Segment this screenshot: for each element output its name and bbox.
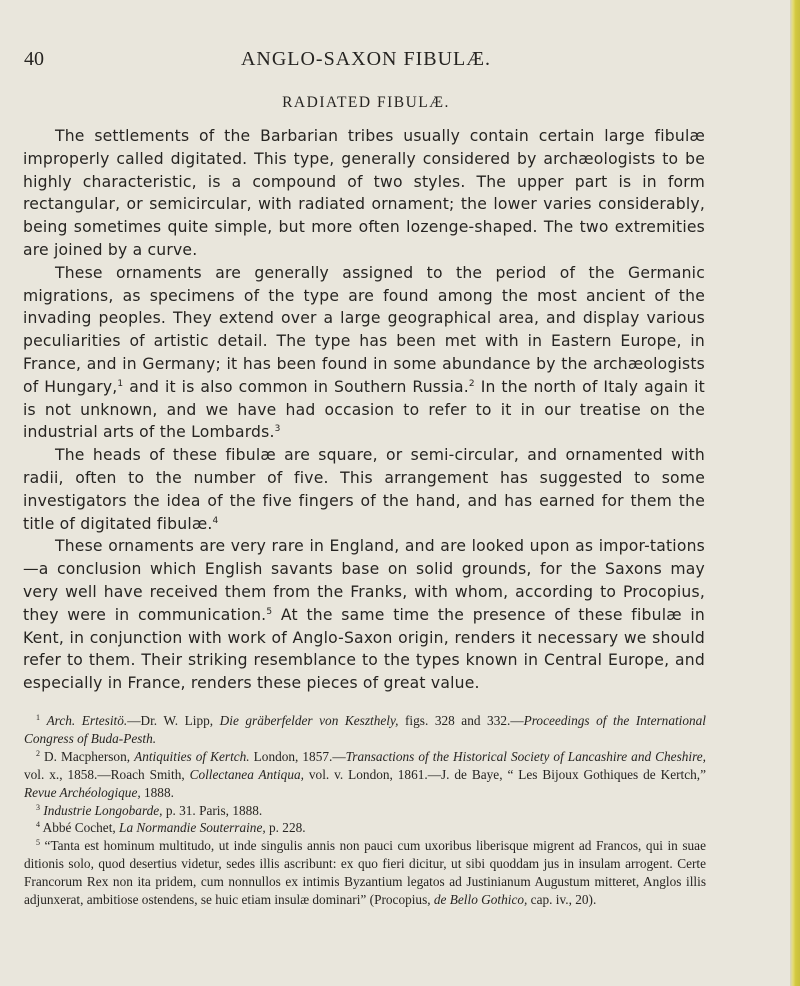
footnotes [24, 712, 706, 909]
section-title: RADIATED FIBULÆ. [282, 94, 450, 111]
footnote: $^1$ Arch. Ertesitö.—Dr. W. Lipp, Die gräberfelder von Keszthely, figs. 328 and 332.—Proceedings of the International Congress of Buda-Pesth. [24, 713, 706, 746]
footnote: $^3$ Industrie Longobarde, p. 31. Paris, 1888. [36, 802, 263, 818]
page-header [24, 48, 708, 76]
page-edge [790, 0, 800, 986]
footnote-ref: 3 [274, 424, 281, 435]
footnote-ref: 1 [117, 378, 124, 389]
page-number: 40 [24, 48, 44, 70]
running-title: ANGLO-SAXON FIBULÆ. [240, 48, 492, 70]
paragraph: The heads of these fibulæ are square, or semi-circular, and ornamented with radii, often to the number of five. This arrangement has suggested to some investigators the idea of the five fingers of the hand, and has earned for them the title of digitated fibulæ.$^4$ [23, 446, 705, 533]
footnote-ref: 4 [212, 515, 219, 526]
paragraph: These ornaments are generally assigned to the period of the Germanic migrations, as specimens of the type are found among the most ancient of the invading peoples. They extend over a large geographical area, and display various peculiarities of artistic detail. The type has been met with in Eastern Europe, in France, and in Germany; it has been found in some abundance by the archæologists of Hungary,$^1$ and it is also common in Southern Russia.$^2$ In the north of Italy again it is not unknown, and we have had occasion to refer to it in our treatise on the industrial arts of the Lombards.$^3$ [23, 263, 705, 442]
footnote-ref: 5 [266, 606, 273, 617]
footnote: $^4$ Abbé Cochet, La Normandie Souterraine, p. 228. [36, 820, 306, 836]
body-text [23, 125, 705, 695]
footnote-ref: 2 [468, 378, 475, 389]
footnote: $^5$ “Tanta est hominum multitudo, ut inde singulis annis non pauci cum uxoribus liberisque migrent ad Francos, qui in suae ditionis solo, quod desertius videtur, sedes illis ascribunt: ex quo fieri dicitur, ut sibi quoddam jus in insulam arrogent. Certe Francorum Rex non ita pridem, cum nonnullos ex intimis Byzantium legatos ad Justinianum Augustum mitteret, Anglos illis adjunxerat, ambitiose ostendens, se huic etiam insulæ dominari” (Procopius, de Bello Gothico, cap. iv., 20). [24, 838, 706, 908]
footnote: $^2$ D. Macpherson, Antiquities of Kertch. London, 1857.—Transactions of the Historical Society of Lancashire and Cheshire, vol. x., 1858.—Roach Smith, Collectanea Antiqua, vol. v. London, 1861.—J. de Baye, “ Les Bijoux Gothiques de Kertch,” Revue Archéologique, 1888. [24, 748, 706, 800]
paragraph: The settlements of the Barbarian tribes usually contain certain large fibulæ improperly called digitated. This type, generally considered by archæologists to be highly characteristic, is a compound of two styles. The upper part is in form rectangular, or semicircular, with radiated ornament; the lower varies considerably, being sometimes quite simple, but more often lozenge-shaped. The two extremities are joined by a curve. [23, 127, 705, 259]
paragraph: These ornaments are very rare in England, and are looked upon as impor-tations—a conclusion which English savants base on solid grounds, for the Saxons may very well have received them from the Franks, with whom, according to Procopius, they were in communication.$^5$ At the same time the presence of these fibulæ in Kent, in conjunction with work of Anglo-Saxon origin, renders it necessary we should refer to them. Their striking resemblance to the types known in Central Europe, and especially in France, renders these pieces of great value. [23, 537, 705, 693]
